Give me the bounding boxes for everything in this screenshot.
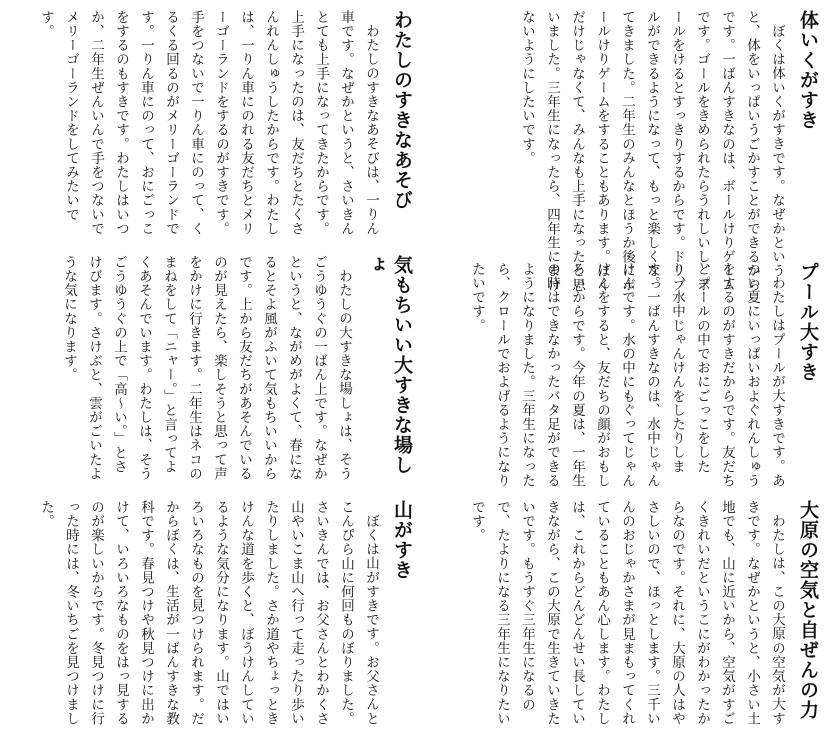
- essay-text: わたしは、この大原の空気が大すきです。なぜかというと、小さい土地でも、山に近いから、空気がすごくきれいだというこにがわかったからなのです。それに、大原の人はやさしいので、ほっとします。三千いんのおじゃかさまが見まもってくれていることもあん心します。わたしは、これからどんどんせい長していきながら、この大原で生きていきたいです。もうすぐ三年生になるので、たよりになる三年生になりたいです。: [469, 500, 785, 726]
- essay-body: [56, 255, 356, 485]
- essay-yama: [32, 500, 416, 728]
- essay-body: [464, 500, 789, 728]
- essay-taiiku: [438, 10, 822, 295]
- essay-title: 体いくがすき: [797, 10, 819, 130]
- essay-pool: [438, 262, 822, 492]
- essay-title: プール大すき: [797, 262, 819, 382]
- essay-body: [33, 500, 383, 728]
- essay-title: 気もちいい大すきな場しょ: [364, 255, 413, 475]
- essay-text: わたしはプールが大すきです。あつい夏にいっぱいおよぐれんしゅうをするのがすきだからです。友だちとプールの中でおにごっこをしたり、水中じゃんけんをしたりします。一ばんすきなのは、水中じゃんけんです。水の中にもぐってじゃんけんをすると、友だちの顔がおもしろいからです。今年の夏は、一年生の時はできなかったバタ足ができるようになりました。三年生になったら、クロールでおよげるようになりたいです。: [469, 262, 785, 488]
- essay-text: わたしの大すきな場しょは、そうごうゆうぐの一ばん上です。なぜかというと、ながめがよくて、春になるとそよ風がふいて気もちいいからです。上から友だちがあそんでいるのが見えたら、楽しそうと思って声をかけに行きます。二年生はネコのまねをして「ニャー。」と言ってよくあそんでいます。わたしは、そうごうゆうぐの上で「高〜い。」とさけびます。さけぶと、雲がごいたような気になります。: [61, 255, 352, 481]
- essay-body: [464, 262, 789, 492]
- essay-body: [514, 10, 789, 295]
- essay-title: 大原の空気と自ぜんの力: [797, 500, 819, 720]
- essay-title: 山がすき: [391, 500, 413, 580]
- essay-body: [33, 10, 383, 240]
- essay-basho: [32, 255, 416, 485]
- essay-asobi: [32, 10, 416, 240]
- essay-ohara: [438, 500, 822, 728]
- essay-text: ぼくは山がすきです。お父さんとこんぴら山に何回ものぼりました。さいきんでは、お父さんとわかくさ山やいこま山へ行って走ったり歩いたりしました。さか道やちょっときけんな道を歩くと、ぼうけんしているような気分になります。山ではいろいろなものを見つけられます。だからぼくは、生活が一ばんすきな教科です。春見つけや秋見つけに出かけて、いろいろなものをはっ見するのが楽しいからです。冬見つけに行った時には、冬いちごを見つけました。: [38, 500, 379, 726]
- essay-text: ぼくは体いくがすきです。なぜかというと、体をいっぱいうごかすことができるからです。一ばんすきなのは、ボールけりゲームです。ゴールをきめられたらうれしいし、ボールをけるとすっきりするからです。ドリブルができるようになって、もっと楽しくなってきました。二年生のみんなとほうか後にボールけりゲームをすることもあります。ぼくだけじゃなくて、みんなも上手になったと思いました。三年生になったら、四年生にまけないようにしたいです。: [519, 10, 785, 292]
- essay-text: わたしのすきなあそびは、一りん車です。なぜかというと、さいきんとても上手になってきたからです。上手になったのは、友だちとたくさんれんしゅうしたからです。わたしは、一りん車にのれる友だちとメリーゴーランドをするのがすきです。手をつないで一りん車にのって、くるくる回るのがメリーゴーランドです。一りん車にのって、おにごっこをするのもすきです。わたしはいつか、二年生ぜんいんで手をつないでメリーゴーランドをしてみたいです。: [38, 10, 379, 236]
- essay-title: わたしのすきなあそび: [391, 10, 413, 210]
